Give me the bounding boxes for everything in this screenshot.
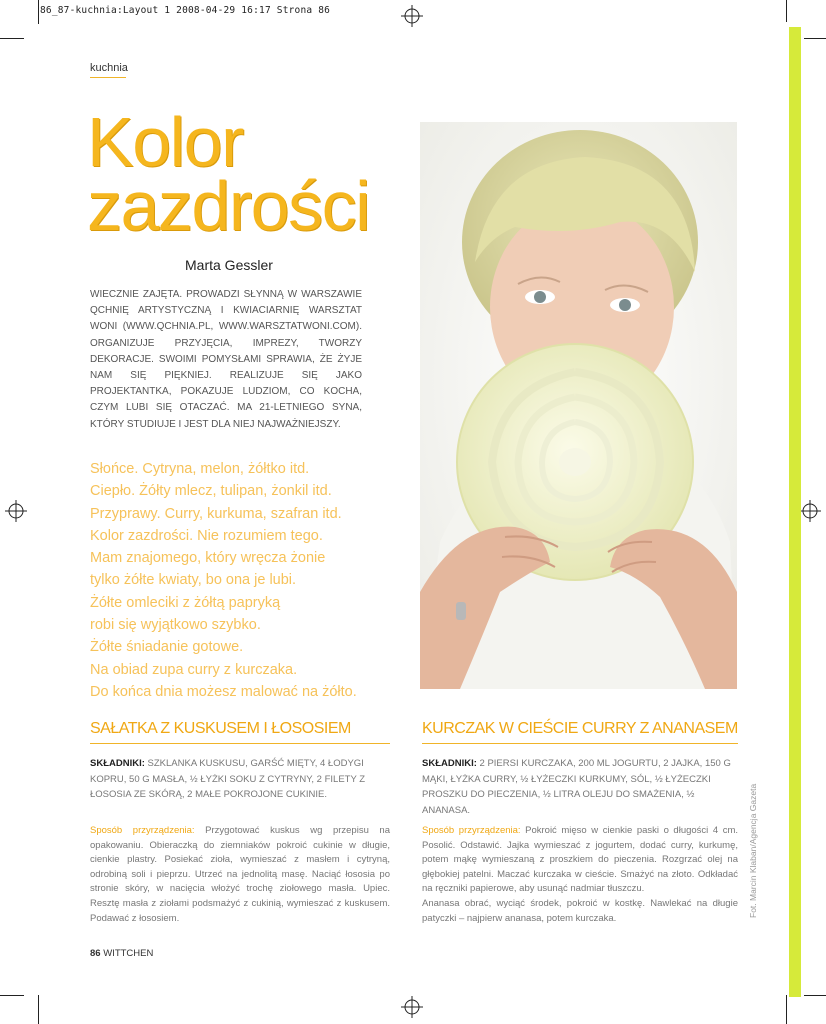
recipe-title: SAŁATKA Z KUSKUSEM I ŁOSOSIEM: [90, 720, 351, 737]
poem-line: tylko żółte kwiaty, bo ona je lubi.: [90, 572, 297, 589]
preparation-label: Sposób przyrządzenia:: [90, 825, 195, 836]
crop-mark: [38, 995, 39, 1024]
recipe-ingredients: [422, 756, 737, 818]
preparation-label: Sposób przyrządzenia:: [422, 825, 521, 836]
page-number: 86: [90, 948, 101, 959]
ingredients-label: SKŁADNIKI:: [422, 758, 477, 769]
section-label: kuchnia: [90, 62, 128, 74]
ingredients-label: SKŁADNIKI:: [90, 758, 145, 769]
crop-mark: [0, 38, 24, 39]
poem-line: Na obiad zupa curry z kurczaka.: [90, 661, 298, 678]
poem-line: robi się wyjątkowo szybko.: [90, 617, 261, 634]
poem-line: Słońce. Cytryna, melon, żółtko itd.: [90, 461, 310, 477]
recipe-title: KURCZAK W CIEŚCIE CURRY Z ANANASEM: [422, 720, 738, 737]
article-title: [87, 103, 407, 245]
title-line-1: Kolor: [87, 103, 243, 181]
title-line-2: zazdrości: [87, 167, 370, 245]
poem-line: Mam znajomego, który wręcza żonie: [90, 550, 326, 567]
page-folio: [90, 948, 153, 959]
poem-line: Żółte śniadanie gotowe.: [90, 639, 244, 656]
section-underline: [90, 77, 126, 78]
preparation-text-continued: Ananasa obrać, wyciąć środek, pokroić w kostkę. Nawlekać na długie patyczki – najpierw ananasa, potem kurczaka.: [422, 897, 738, 924]
crop-mark: [38, 0, 39, 24]
crop-mark: [0, 995, 24, 996]
recipe-title-rule: [90, 743, 390, 744]
poem-line: Kolor zazdrości. Nie rozumiem tego.: [90, 527, 323, 544]
accent-bar: [789, 27, 801, 997]
ingredients-text: 2 PIERSI KURCZAKA, 200 ML JOGURTU, 2 JAJKA, 150 G MĄKI, ŁYŻKA CURRY, ½ ŁYŻECZKI KURKUMY, SÓL, ½ ŁYŻECZKI PROSZKU DO PIECZENIA, ½ LITRA OLEJU DO SMAŻENIA, ½ ANANASA.: [422, 758, 731, 816]
poem-line: Przyprawy. Curry, kurkuma, szafran itd.: [90, 505, 342, 522]
crop-mark: [804, 38, 826, 39]
recipe-ingredients: [90, 756, 382, 803]
registration-mark-icon: [401, 996, 423, 1018]
preparation-text: Przygotować kuskus wg przepisu na opakowaniu. Obieraczką do ziemniaków pokroić cukinie w długie, cienkie plastry. Posiekać zioła, wymieszać z masłem i cytryną, odrobiną soli i pieprzu. Utrzeć na jednolitą masę. Naciąć łososia po stronie skóry, w nacięcia włożyć trochę ziołowego masła. Upiec. Resztę masła z ziołami podsmażyć z cukinią, wymieszać z kuskusem. Podawać z łososiem.: [90, 825, 390, 924]
recipe-preparation: [90, 824, 390, 926]
author-bio: WIECZNIE ZAJĘTA. PROWADZI SŁYNNĄ W WARSZAWIE QCHNIĘ ARTYSTYCZNĄ I KWIACIARNIĘ WARSZTAT WONI (WWW.QCHNIA.PL, WWW.WARSZTATWONI.COM). ORGANIZUJE PRZYJĘCIA, IMPREZY, TWORZY DEKORACJE. SWOIMI POMYSŁAMI SPRAWIA, ŻE ŻYJE NAM SIĘ PIĘKNIEJ. REALIZUJE SIĘ JAKO PROJEKTANTKA, POKAZUJE LUDZIOM, CO KOCHA, CZYM LUBI SIĘ OTACZAĆ. MA 21-LETNIEGO SYNA, KTÓRY STUDIUJE I JEST DLA NIEJ NAJWAŻNIEJSZY.: [90, 289, 362, 430]
registration-mark-icon: [5, 500, 27, 522]
crop-mark: [786, 0, 787, 22]
ingredients-text: SZKLANKA KUSKUSU, GARŚĆ MIĘTY, 4 ŁODYGI KOPRU, 50 G MASŁA, ½ ŁYŻKI SOKU Z CYTRYNY, 2 FILETY Z ŁOSOSIA ZE SKÓRĄ, 2 MAŁE POKROJONE CUKINIE.: [90, 758, 366, 800]
crop-mark: [786, 995, 787, 1024]
recipe-title-rule: [422, 743, 738, 744]
recipe-preparation: [422, 824, 738, 926]
photo-credit: Fot. Marcin Klaban/Agencja Gazeta: [748, 783, 758, 918]
folio-label: WITTCHEN: [103, 948, 154, 959]
preparation-text: Pokroić mięso w cienkie paski o długości 4 cm. Posolić. Odstawić. Jajka wymieszać z jogurtem, dodać curry, kurkumę, potem mąkę wymieszaną z proszkiem do pieczenia. Rozgrzać olej na głębokiej patelni. Maczać kurczaka w cieście. Smażyć na złoto. Odkładać na ręczniki papierowe, aby usunąć nadmiar tłuszczu.: [422, 825, 738, 895]
printer-slug-line: 86_87-kuchnia:Layout 1 2008-04-29 16:17 Strona 86: [40, 5, 331, 16]
registration-mark-icon: [401, 5, 423, 27]
poem-line: Ciepło. Żółty mlecz, tulipan, żonkil itd.: [90, 483, 332, 500]
portrait-photo: [420, 122, 737, 689]
author-name: Marta Gessler: [185, 257, 273, 273]
crop-mark: [804, 995, 826, 996]
poem-line: Żółte omleciki z żółtą papryką: [90, 594, 281, 611]
intro-poem: [90, 458, 380, 703]
poem-line: Do końca dnia możesz malować na żółto.: [90, 683, 357, 700]
registration-mark-icon: [799, 500, 821, 522]
